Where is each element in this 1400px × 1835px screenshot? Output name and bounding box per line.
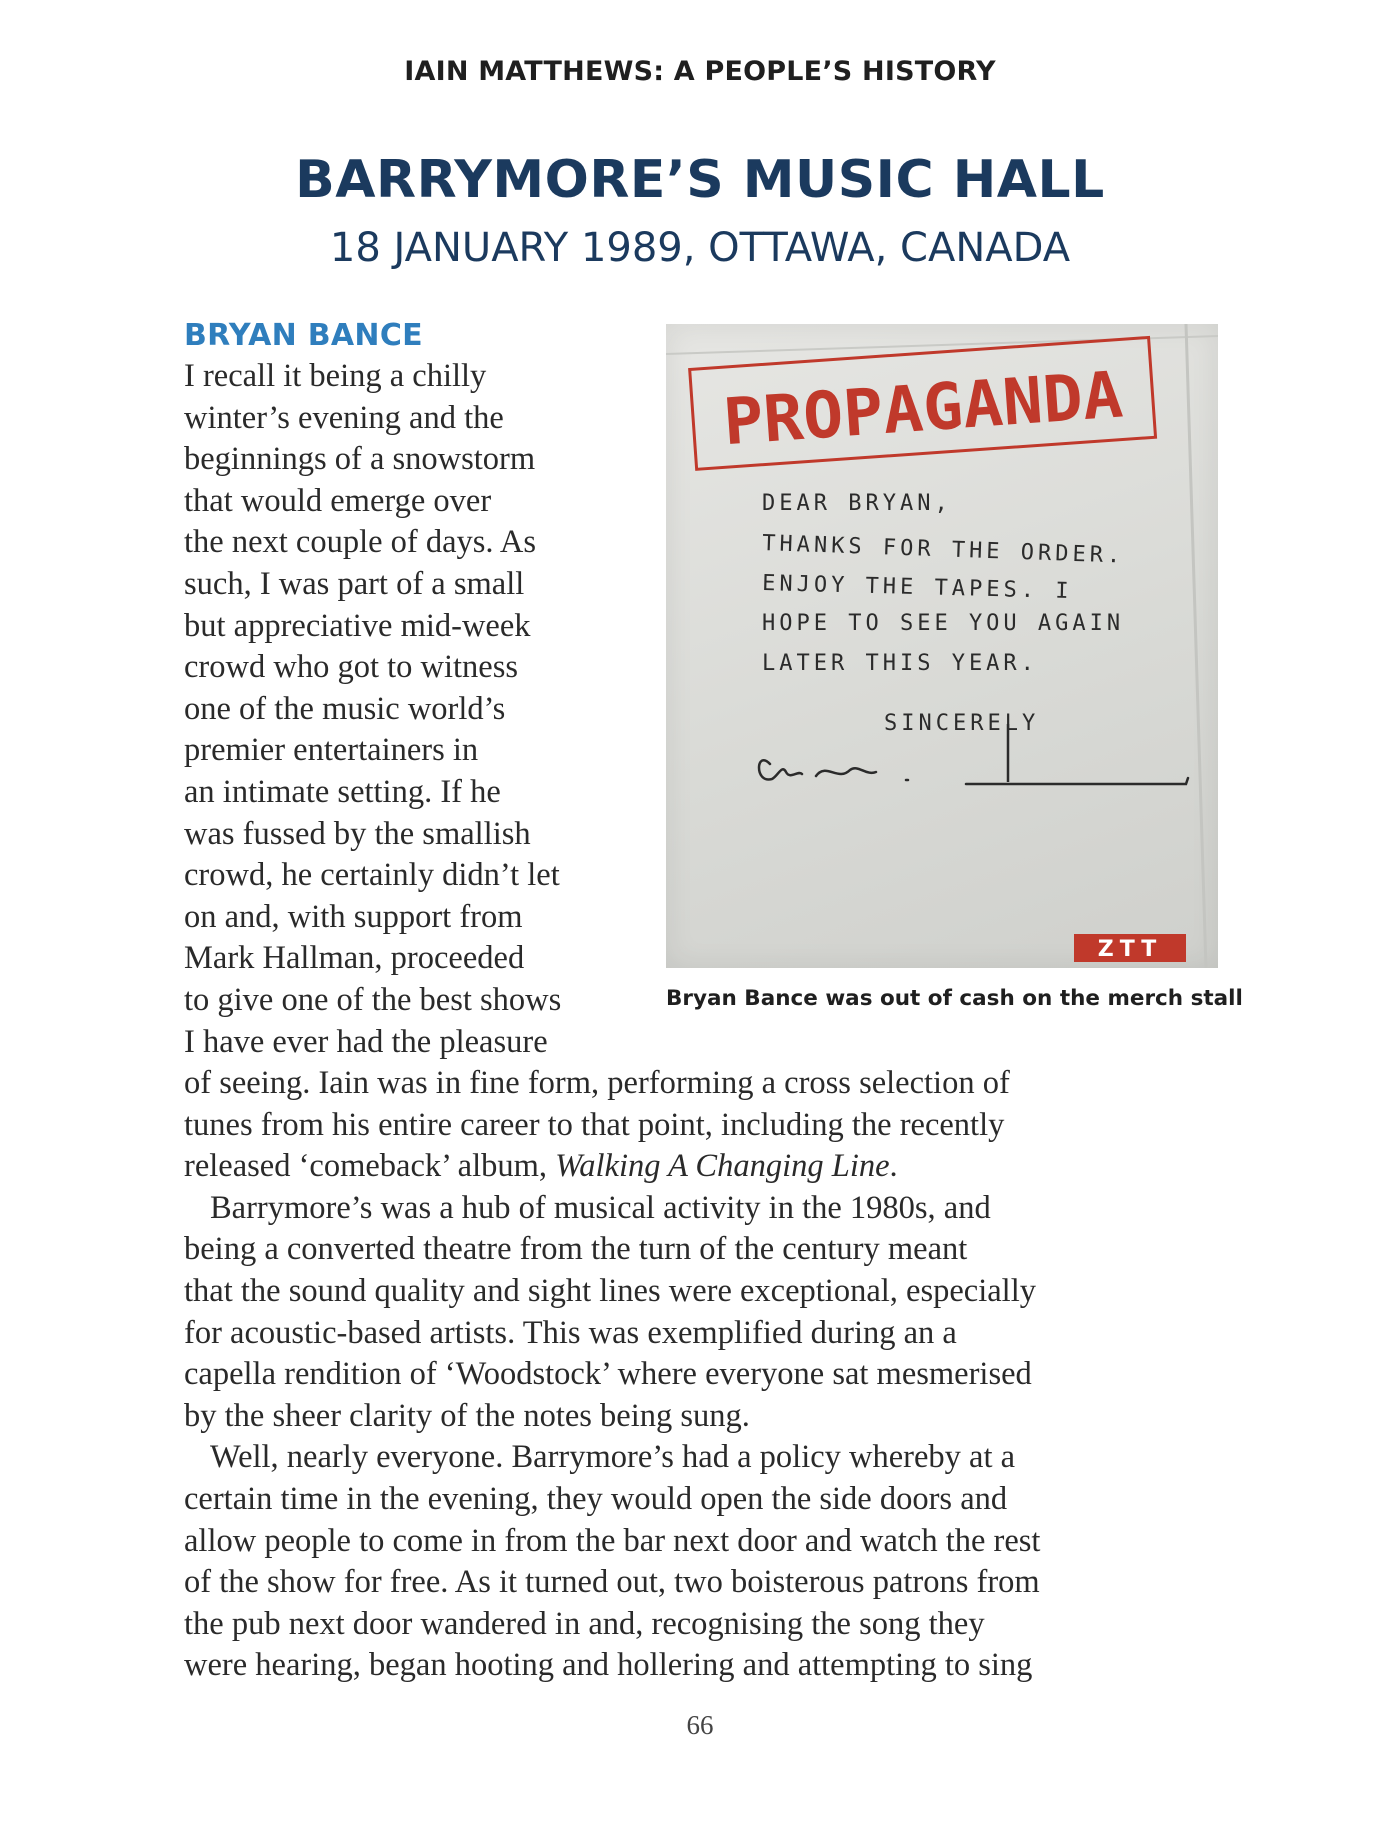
propaganda-stamp — [690, 337, 1156, 469]
text-line: premier entertainers in — [184, 732, 479, 769]
text-segment: released ‘comeback’ album, — [184, 1148, 556, 1185]
contributor-name: BRYAN BANCE — [184, 318, 423, 353]
ztt-logo — [1074, 934, 1186, 962]
page-number: 66 — [686, 1710, 714, 1740]
album-title: Walking A Changing Line — [555, 1148, 890, 1185]
stamp-text: PROPAGANDA — [720, 359, 1111, 461]
text-line: for acoustic-based artists. This was exemplified during an a — [184, 1314, 957, 1351]
text-line: being a converted theatre from the turn of the century meant — [184, 1231, 968, 1268]
signature — [759, 760, 1188, 784]
logo-text: ZTT — [1097, 937, 1163, 962]
text-line: one of the music world’s — [184, 690, 506, 727]
text-line: crowd who got to witness — [184, 649, 518, 686]
handwritten-message — [762, 491, 1125, 736]
text-line: that the sound quality and sight lines were exceptional, especially — [184, 1272, 1036, 1309]
handwriting-line: ENJOY THE TAPES. I — [761, 571, 1073, 605]
text-line: capella rendition of ‘Woodstock’ where everyone sat mesmerised — [184, 1356, 1032, 1393]
narrow-column-text — [184, 356, 654, 1063]
text-line: allow people to come in from the bar next door and watch the rest — [184, 1522, 1041, 1559]
photo-caption: Bryan Bance was out of cash on the merch stall — [666, 986, 1243, 1011]
text-line: Mark Hallman, proceeded — [184, 940, 525, 977]
text-line: by the sheer clarity of the notes being sung. — [184, 1397, 750, 1434]
handwriting-line: THANKS FOR THE ORDER. — [761, 531, 1125, 569]
handwriting-line: LATER THIS YEAR. — [762, 651, 1038, 676]
text-line: tunes from his entire career to that point, including the recently — [184, 1106, 1005, 1143]
paper-crease — [1186, 324, 1206, 968]
text-line: I recall it being a chilly — [184, 358, 487, 394]
chapter-subtitle: 18 JANUARY 1989, OTTAWA, CANADA — [329, 225, 1071, 271]
handwriting-line: DEAR BRYAN, — [762, 491, 952, 516]
text-line: Barrymore’s was a hub of musical activity in the 1980s, and — [210, 1189, 991, 1226]
text-line: that would emerge over — [184, 482, 492, 519]
text-line: but appreciative mid-week — [184, 607, 531, 644]
full-width-text — [184, 1063, 1234, 1687]
text-line: certain time in the evening, they would open the side doors and — [184, 1480, 1008, 1517]
text-line — [184, 1146, 1234, 1188]
handwriting-signoff: SINCERELY — [884, 711, 1040, 736]
text-line: crowd, he certainly didn’t let — [184, 857, 560, 894]
text-line: such, I was part of a small — [184, 565, 525, 602]
text-line: was fussed by the smallish — [184, 815, 531, 852]
text-line: I have ever had the pleasure — [184, 1023, 548, 1060]
handwriting-line: HOPE TO SEE YOU AGAIN — [762, 611, 1125, 636]
text-line: were hearing, began hooting and hollering and attempting to sing — [184, 1647, 1033, 1684]
running-head: IAIN MATTHEWS: A PEOPLE’S HISTORY — [404, 56, 996, 87]
chapter-title: BARRYMORE’S MUSIC HALL — [295, 150, 1105, 210]
text-line: the next couple of days. As — [184, 524, 537, 561]
text-line: the pub next door wandered in and, recognising the song they — [184, 1605, 985, 1642]
text-segment: . — [889, 1148, 898, 1185]
text-line: beginnings of a snowstorm — [184, 441, 536, 478]
text-line: of seeing. Iain was in fine form, performing a cross selection of — [184, 1065, 1010, 1101]
text-line: on and, with support from — [184, 898, 523, 935]
text-line: to give one of the best shows — [184, 981, 562, 1018]
photo-handwritten-note — [666, 324, 1218, 968]
note-illustration — [666, 324, 1218, 968]
text-line: of the show for free. As it turned out, two boisterous patrons from — [184, 1564, 1040, 1601]
text-line: an intimate setting. If he — [184, 773, 501, 810]
text-line: Well, nearly everyone. Barrymore’s had a policy whereby at a — [210, 1439, 1016, 1476]
text-line: winter’s evening and the — [184, 399, 504, 436]
